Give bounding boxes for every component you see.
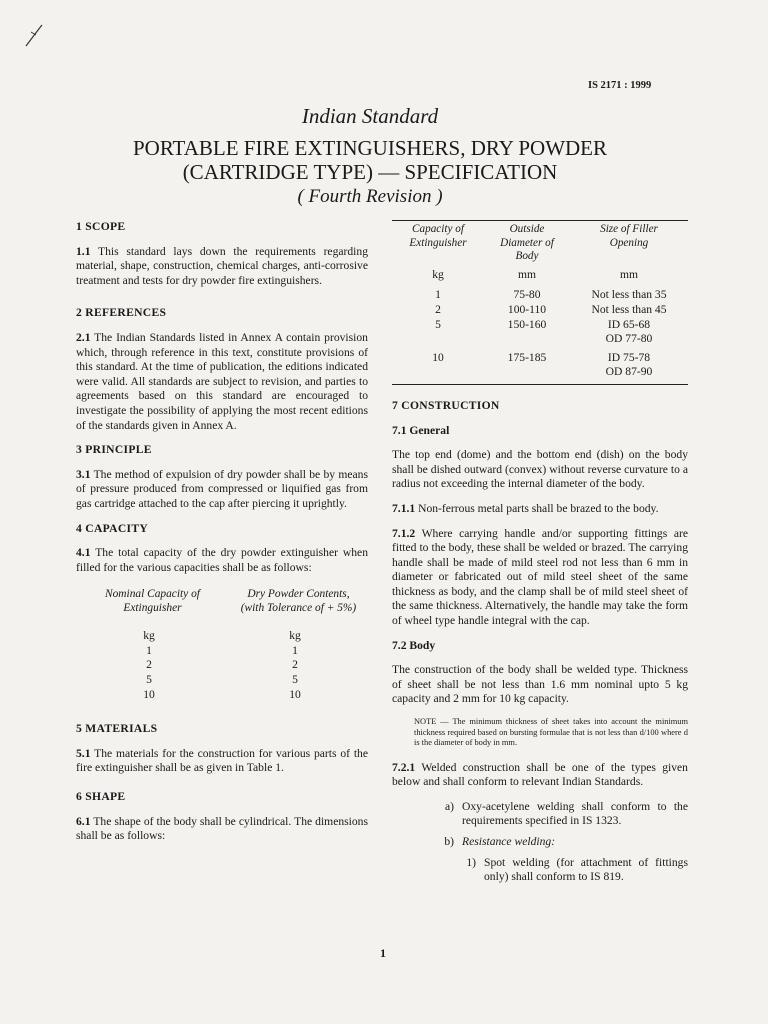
clause-7-1-1: [392, 502, 688, 517]
table-row: [76, 673, 368, 688]
title-line-2: PORTABLE FIRE EXTINGUISHERS, DRY POWDER: [132, 136, 608, 160]
standard-number: IS 2171 : 1999: [588, 80, 652, 91]
list-text: Oxy-acetylene welding shall conform to the requirements specified in IS 1323.: [462, 799, 688, 828]
references-heading: 2 REFERENCES: [76, 306, 167, 320]
shape-heading: 6 SHAPE: [76, 790, 126, 804]
principle-heading: 3 PRINCIPLE: [76, 443, 152, 457]
table-cell: 1: [292, 643, 298, 657]
unit-cell: kg: [432, 267, 444, 281]
table-cell: 175-185: [507, 350, 547, 364]
col-header-capacity: Capacity of Extinguisher: [409, 223, 467, 249]
dimensions-table-units: [392, 268, 688, 283]
clause-number: 7.1.2: [392, 526, 416, 540]
dimensions-table-header: [392, 223, 688, 264]
scope-paragraph: [76, 245, 368, 289]
clause-text: The shape of the body shall be cylindrical. The dimensions shall be as follows:: [76, 814, 368, 843]
table-row: [392, 318, 688, 347]
unit-cell: kg: [143, 629, 155, 643]
col-header-nominal-capacity: Nominal Capacity of Extinguisher: [105, 588, 200, 615]
table-cell: 2: [435, 302, 441, 316]
capacity-heading: 4 CAPACITY: [76, 521, 149, 535]
table-row: [392, 303, 688, 318]
list-item: [392, 835, 688, 850]
capacity-table-header: [76, 587, 368, 615]
col-header-outside-diameter: Outside Diameter of Body: [500, 223, 554, 263]
clause-number: 3.1: [76, 467, 91, 481]
capacity-table: [76, 587, 368, 702]
table-cell: 5: [435, 317, 441, 331]
list-item: [392, 800, 688, 829]
construction-heading: 7 CONSTRUCTION: [392, 398, 500, 412]
col-header-powder-contents: Dry Powder Contents, (with Tolerance of + 5%): [240, 588, 357, 615]
col-header-filler-opening: Size of Filler Opening: [600, 223, 658, 249]
body-paragraph: The construction of the body shall be welded type. Thickness of sheet shall be not less than 1.6 mm nominal upto 5 kg capacity and 2 mm for 10 kg capacity.: [392, 663, 688, 706]
filler-line: OD 87-90: [605, 365, 653, 379]
table-cell: 10: [143, 687, 155, 701]
shape-paragraph: [76, 815, 368, 844]
clause-number: 1.1: [76, 244, 91, 258]
table-cell: 2: [292, 658, 298, 672]
clause-text: The Indian Standards listed in Annex A contain provision which, through reference in this text, constitute provisions of this standard. At the time of publication, the editions indicated were valid. All standards are subject to revision, and parties to agreements based on this standard are encouraged to investigate the possibility of applying the most recent editions of the standards given in Annex A.: [76, 330, 368, 432]
capacity-paragraph: [76, 546, 368, 575]
table-cell: 150-160: [507, 317, 547, 331]
pen-mark: [22, 22, 46, 52]
clause-text: The total capacity of the dry powder extinguisher when filled for the various capacities shall be as follows:: [76, 546, 368, 574]
table-cell: Not less than 35: [591, 288, 667, 302]
table-row: [392, 288, 688, 303]
filler-line: ID 75-78: [607, 350, 651, 364]
materials-paragraph: [76, 747, 368, 776]
table-row: [392, 351, 688, 380]
table-cell: 10: [432, 350, 444, 364]
list-label: 1): [466, 855, 476, 869]
table-row: [76, 644, 368, 659]
list-text: Resistance welding:: [462, 834, 556, 848]
title-revision: ( Fourth Revision ): [297, 186, 443, 207]
title-indian-standard: Indian Standard: [301, 104, 439, 128]
page-number: 1: [380, 946, 386, 960]
filler-line: ID 65-68: [607, 317, 651, 331]
table-cell: 1: [146, 643, 152, 657]
table-cell: 10: [289, 687, 301, 701]
list-label: a): [444, 799, 454, 813]
unit-cell: mm: [517, 267, 537, 281]
scope-heading: 1 SCOPE: [76, 220, 126, 233]
table-cell: Not less than 45: [591, 302, 667, 316]
clause-text: Non-ferrous metal parts shall be brazed to the body.: [418, 501, 659, 515]
unit-cell: mm: [619, 267, 639, 281]
title-line-3: (CARTRIDGE TYPE) — SPECIFICATION: [182, 160, 558, 184]
clause-text: This standard lays down the requirements regarding material, shape, construction, chemical charges, anti-corrosive treatment and tests for dry powder fire extinguishers.: [76, 244, 368, 287]
general-heading: 7.1 General: [392, 423, 450, 437]
dimensions-table: [392, 220, 688, 385]
table-cell: [570, 318, 688, 347]
body-heading: 7.2 Body: [392, 638, 436, 652]
general-paragraph: The top end (dome) and the bottom end (dish) on the body shall be dished outward (convex) without reverse curvature to a radius not exceeding the internal diameter of the body.: [392, 448, 688, 491]
clause-number: 7.2.1: [392, 760, 416, 774]
references-paragraph: [76, 331, 368, 433]
clause-7-2-1: [392, 761, 688, 790]
welding-list: [392, 800, 688, 885]
clause-text: Where carrying handle and/or supporting fittings are fitted to the body, these shall be welded or brazed. The carrying handle shall be made of mild steel rod not less than 6 mm in diameter or fabricated out of mild steel sheet of the same thickness as body, and the clamp shall be of mild steel sheet of the same thickness. Alternatively, the handle may take the form of wheel type handle integral with the cap.: [392, 526, 688, 628]
clause-number: 7.1.1: [392, 501, 416, 515]
table-cell: 2: [146, 658, 152, 672]
table-cell: 5: [292, 673, 298, 687]
table-cell: [570, 351, 688, 380]
clause-7-1-2: [392, 527, 688, 629]
table-row: [76, 688, 368, 703]
table-cell: 1: [435, 288, 441, 302]
left-column: [76, 220, 368, 854]
clause-text: Welded construction shall be one of the types given below and shall conform to relevant Indian Standards.: [392, 760, 688, 789]
filler-line: OD 77-80: [605, 332, 653, 346]
clause-number: 2.1: [76, 330, 91, 344]
clause-number: 4.1: [76, 546, 91, 560]
unit-cell: kg: [289, 629, 301, 643]
principle-paragraph: [76, 468, 368, 512]
table-cell: 75-80: [513, 288, 541, 302]
materials-heading: 5 MATERIALS: [76, 722, 158, 736]
clause-number: 6.1: [76, 814, 91, 828]
list-text: Spot welding (for attachment of fittings only) shall conform to IS 819.: [484, 855, 688, 884]
capacity-table-units: [76, 629, 368, 644]
clause-number: 5.1: [76, 746, 91, 760]
table-row: [76, 658, 368, 673]
list-item: [392, 856, 688, 885]
list-label: b): [444, 834, 454, 848]
table-cell: 5: [146, 673, 152, 687]
table-cell: 100-110: [507, 302, 547, 316]
clause-text: The method of expulsion of dry powder shall be by means of pressure produced from compressed or liquified gas from gas cartridge attached to the cap after piercing it uprightly.: [76, 467, 368, 510]
right-column: [392, 220, 688, 891]
clause-text: The materials for the construction for various parts of the fire extinguisher shall be as given in Table 1.: [76, 746, 368, 775]
note-text: NOTE — The minimum thickness of sheet takes into account the minimum thickness required based on bursting formulae that is not less than d/100 where d is the diameter of body in mm.: [414, 717, 688, 748]
